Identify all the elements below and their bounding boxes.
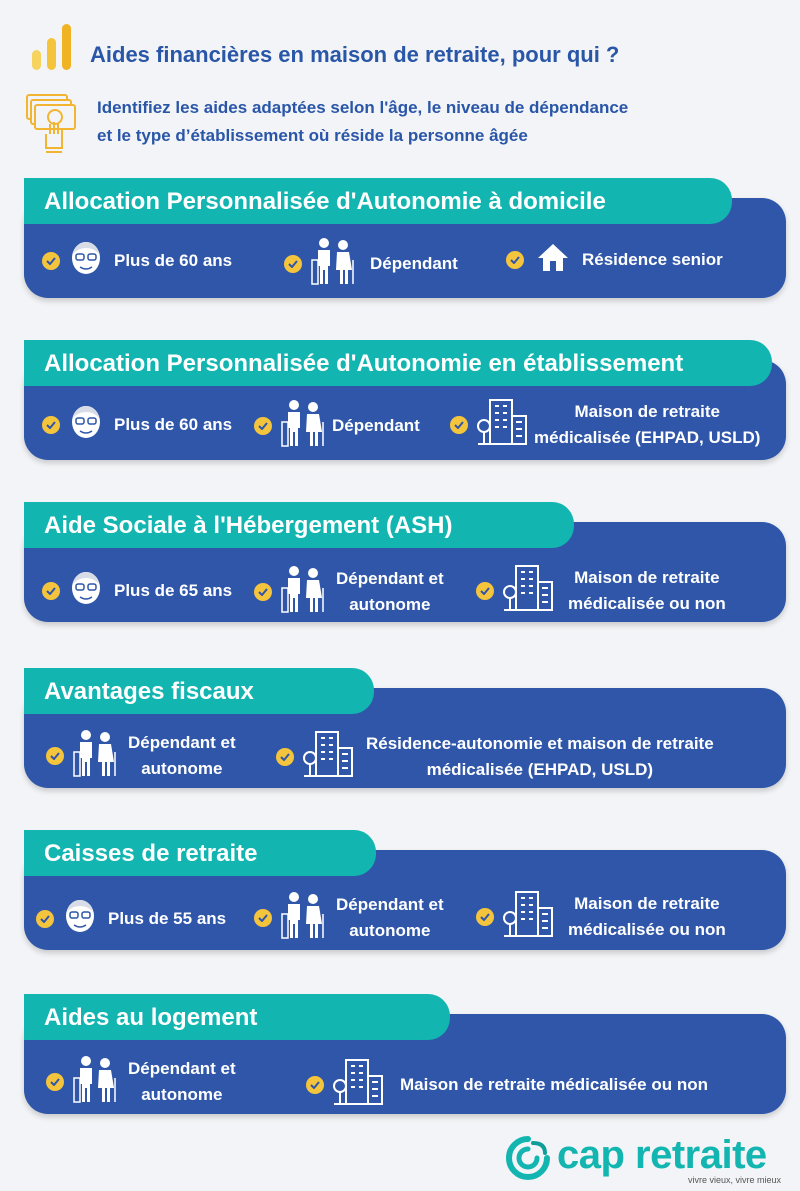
- label-line: Plus de 65 ans: [114, 580, 233, 600]
- criterion-label: [128, 1056, 236, 1108]
- criterion-label: [114, 248, 232, 274]
- check-icon: [476, 908, 494, 926]
- criterion-label: [108, 906, 226, 932]
- money-hand-icon: [24, 92, 82, 158]
- label-line: Résidence senior: [582, 249, 723, 269]
- criterion-label: [534, 399, 760, 451]
- label-line: autonome: [141, 758, 223, 778]
- brand-footer: [505, 1133, 795, 1188]
- label-line: Maison de retraite: [574, 893, 720, 913]
- criterion-age: [42, 238, 232, 283]
- card-apa-etablissement: [24, 340, 786, 460]
- elderly-couple-icon: [72, 1054, 118, 1109]
- criterion-label: [568, 565, 726, 617]
- label-line: autonome: [141, 1084, 223, 1104]
- label-line: Dépendant: [370, 253, 458, 273]
- check-icon: [506, 251, 524, 269]
- check-icon: [46, 1073, 64, 1091]
- card-apa-domicile: [24, 178, 786, 298]
- page-title: Aides financières en maison de retraite, pour qui ?: [90, 42, 620, 67]
- header: [0, 0, 800, 170]
- card-title: Caisses de retraite: [24, 830, 376, 876]
- check-icon: [284, 255, 302, 273]
- criterion-dependency: [254, 890, 444, 945]
- check-icon: [276, 748, 294, 766]
- check-icon: [42, 416, 60, 434]
- label-line: médicalisée (EHPAD, USLD): [426, 759, 654, 779]
- criterion-dependency: [46, 1054, 236, 1109]
- criterion-label: [128, 730, 236, 782]
- criterion-label: [336, 566, 444, 618]
- criterion-dependency: [254, 564, 444, 619]
- card-title: Allocation Personnalisée d'Autonomie en établissement: [24, 340, 772, 386]
- label-line: Résidence-autonomie et maison de retraite: [366, 733, 714, 753]
- check-icon: [450, 416, 468, 434]
- criterion-age: [36, 896, 226, 941]
- elderly-couple-icon: [72, 728, 118, 783]
- criterion-dependency: [284, 236, 458, 291]
- check-icon: [254, 909, 272, 927]
- criterion-age: [42, 402, 232, 447]
- criterion-label: [370, 251, 458, 277]
- check-icon: [254, 417, 272, 435]
- label-line: Dépendant et: [336, 894, 444, 914]
- elderly-couple-icon: [310, 236, 356, 291]
- page-subtitle: [97, 94, 777, 150]
- elderly-face-icon: [68, 402, 104, 447]
- criterion-label: [366, 731, 714, 783]
- check-icon: [254, 583, 272, 601]
- elderly-couple-icon: [280, 398, 326, 453]
- criterion-establishment: [276, 728, 714, 785]
- cap-retraite-logo-icon: [505, 1135, 551, 1181]
- subtitle-line-2: et le type d’établissement où réside la personne âgée: [97, 126, 528, 145]
- label-line: Plus de 60 ans: [114, 414, 233, 434]
- criterion-label: [400, 1072, 708, 1098]
- subtitle-line-1: Identifiez les aides adaptées selon l'âge, le niveau de dépendance: [97, 98, 629, 117]
- criterion-label: [568, 891, 726, 943]
- card-avantages-fiscaux: [24, 668, 786, 788]
- criterion-label: [582, 247, 723, 273]
- elderly-face-icon: [62, 896, 98, 941]
- card-caisses-retraite: [24, 830, 786, 950]
- building-icon: [302, 728, 354, 785]
- criterion-establishment: [476, 888, 726, 945]
- criterion-establishment: [476, 562, 726, 619]
- criterion-dependency: [254, 398, 420, 453]
- label-line: Dépendant et: [336, 568, 444, 588]
- brand-name: cap retraite: [557, 1133, 767, 1177]
- elderly-face-icon: [68, 568, 104, 613]
- check-icon: [476, 582, 494, 600]
- label-line: Dépendant et: [128, 1058, 236, 1078]
- card-title: Aide Sociale à l'Hébergement (ASH): [24, 502, 574, 548]
- label-line: Maison de retraite: [574, 401, 720, 421]
- label-line: médicalisée ou non: [568, 593, 726, 613]
- label-line: Dépendant et: [128, 732, 236, 752]
- building-icon: [502, 888, 554, 945]
- check-icon: [42, 582, 60, 600]
- card-ash: [24, 502, 786, 622]
- building-icon: [502, 562, 554, 619]
- check-icon: [306, 1076, 324, 1094]
- label-line: médicalisée (EHPAD, USLD): [534, 427, 761, 447]
- elderly-couple-icon: [280, 564, 326, 619]
- label-line: autonome: [349, 920, 431, 940]
- label-line: Plus de 55 ans: [108, 908, 227, 928]
- card-title: Allocation Personnalisée d'Autonomie à domicile: [24, 178, 732, 224]
- building-icon: [476, 396, 528, 453]
- label-line: Maison de retraite médicalisée ou non: [400, 1074, 708, 1094]
- house-icon: [536, 242, 570, 277]
- criterion-establishment: [306, 1056, 708, 1113]
- criterion-housing: [506, 242, 723, 277]
- card-aides-logement: [24, 994, 786, 1114]
- check-icon: [36, 910, 54, 928]
- check-icon: [46, 747, 64, 765]
- label-line: Plus de 60 ans: [114, 250, 233, 270]
- brand-tagline: vivre vieux, vivre mieux: [687, 1175, 781, 1185]
- bar-chart-icon: [30, 22, 78, 72]
- label-line: autonome: [349, 594, 431, 614]
- building-icon: [332, 1056, 384, 1113]
- criterion-label: [332, 413, 420, 439]
- criterion-age: [42, 568, 232, 613]
- card-title: Aides au logement: [24, 994, 450, 1040]
- label-line: Dépendant: [332, 415, 420, 435]
- check-icon: [42, 252, 60, 270]
- criterion-dependency: [46, 728, 236, 783]
- criterion-label: [336, 892, 444, 944]
- label-line: médicalisée ou non: [568, 919, 726, 939]
- elderly-face-icon: [68, 238, 104, 283]
- elderly-couple-icon: [280, 890, 326, 945]
- criterion-establishment: [450, 396, 760, 453]
- criterion-label: [114, 412, 232, 438]
- criterion-label: [114, 578, 232, 604]
- label-line: Maison de retraite: [574, 567, 720, 587]
- card-title: Avantages fiscaux: [24, 668, 374, 714]
